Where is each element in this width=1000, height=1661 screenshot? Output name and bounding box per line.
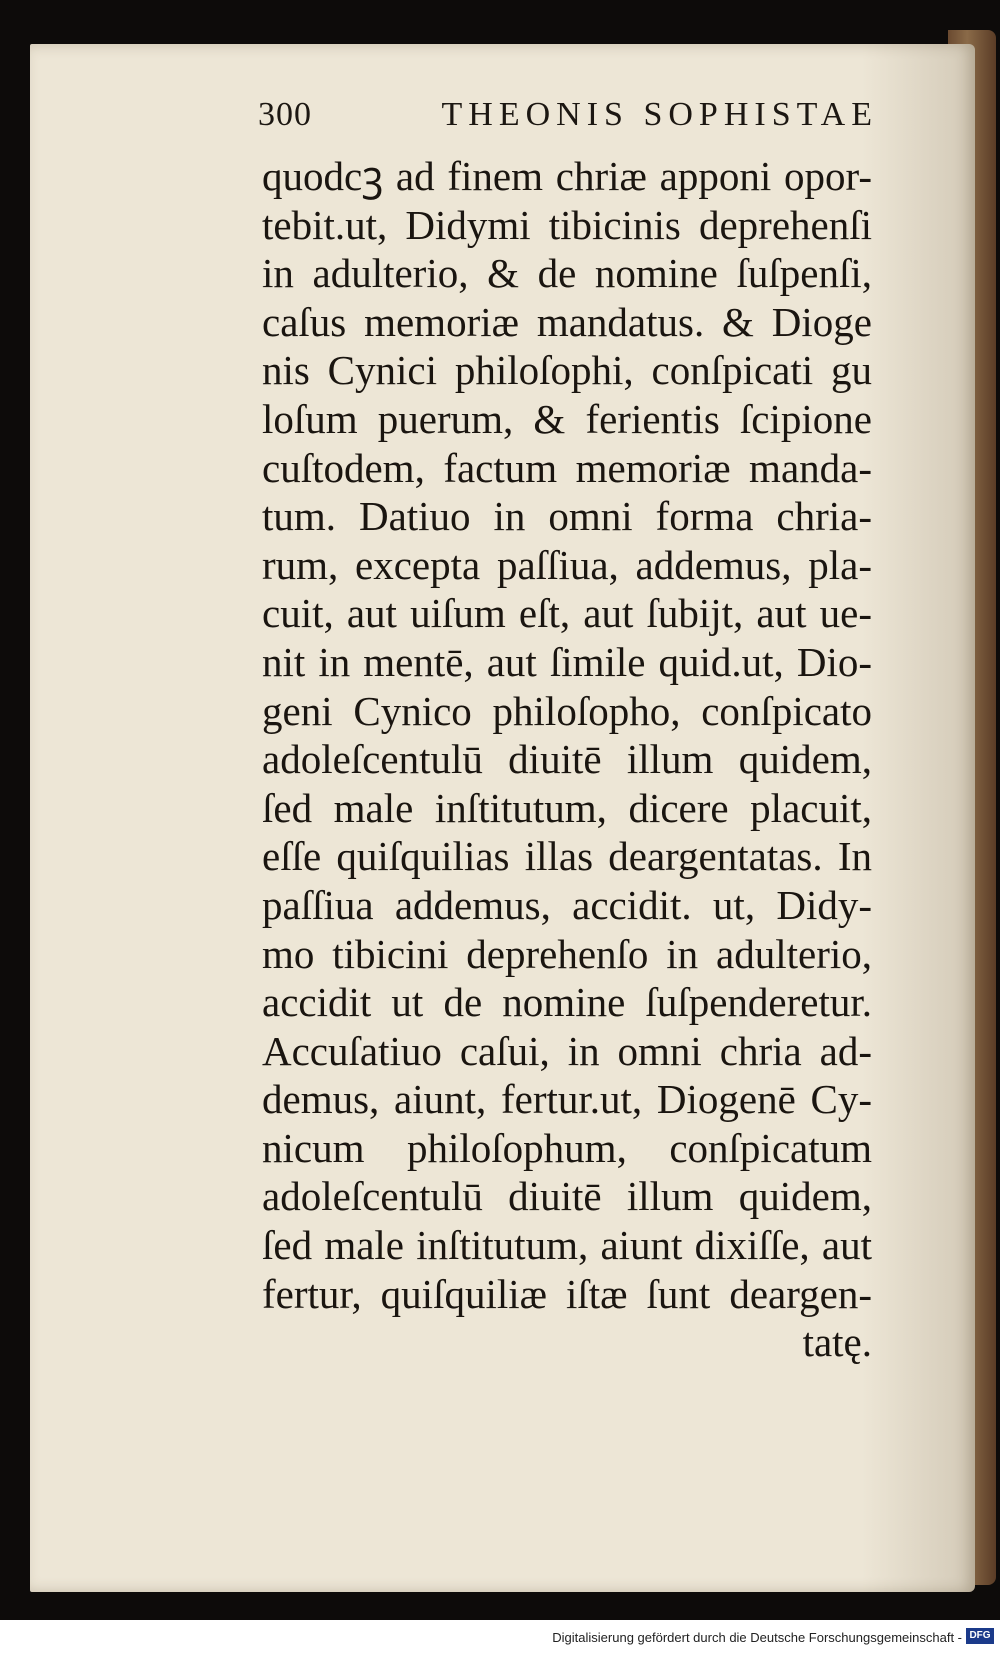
text-line: demus, aiunt, fertur.ut, Diogenē Cy- bbox=[262, 1076, 872, 1123]
text-line: loſum puerum, & ferientis ſcipione bbox=[262, 395, 872, 442]
text-line: rum, excepta paſſiua, addemus, pla- bbox=[262, 541, 872, 588]
text-line: accidit ut de nomine ſuſpenderetur. bbox=[262, 979, 872, 1026]
text-line: tum. Datiuo in omni forma chria- bbox=[262, 493, 872, 540]
text-line: geni Cynico philoſopho, conſpicato bbox=[262, 687, 872, 734]
text-line: ſed male inſtitutum, aiunt dixiſſe, aut bbox=[262, 1222, 872, 1269]
text-line: adoleſcentulū diuitē illum quidem, bbox=[262, 1173, 872, 1220]
text-line: ſed male inſtitutum, dicere placuit, bbox=[262, 784, 872, 831]
text-line: nit in mentē, aut ſimile quid.ut, Dio- bbox=[262, 638, 872, 685]
text-line: cuit, aut uiſum eſt, aut ſubijt, aut ue- bbox=[262, 590, 872, 637]
running-head-title: THEONIS SOPHISTAE bbox=[441, 96, 878, 133]
dfg-logo: DFG bbox=[966, 1628, 994, 1644]
text-line: cuſtodem, factum memoriæ manda- bbox=[262, 444, 872, 491]
text-line: quodcꝫ ad finem chriæ apponi opor- bbox=[262, 153, 872, 199]
text-line: mo tibicini deprehenſo in adulterio, bbox=[262, 930, 872, 977]
body-text bbox=[262, 152, 872, 1367]
text-line: adoleſcentulū diuitē illum quidem, bbox=[262, 736, 872, 783]
running-header bbox=[258, 96, 878, 146]
text-line: fertur, quiſquiliæ iſtæ ſunt deargen- bbox=[262, 1270, 872, 1317]
text-line: paſſiua addemus, accidit. ut, Didy- bbox=[262, 881, 872, 928]
text-line: caſus memoriæ mandatus. & Dioge bbox=[262, 298, 872, 345]
text-line: in adulterio, & de nomine ſuſpenſi, bbox=[262, 250, 872, 297]
text-line: nis Cynici philoſophi, conſpicati gu bbox=[262, 347, 872, 394]
text-line: nicum philoſophum, conſpicatum bbox=[262, 1124, 872, 1171]
text-line: eſſe quiſquilias illas deargentatas. In bbox=[262, 833, 872, 880]
funding-credit: Digitalisierung gefördert durch die Deutsche Forschungsgemeinschaft - bbox=[552, 1630, 962, 1645]
page-number: 300 bbox=[258, 96, 312, 133]
catchword: tatę. bbox=[802, 1319, 872, 1366]
text-line: Accuſatiuo caſui, in omni chria ad- bbox=[262, 1027, 872, 1074]
text-line: tebit.ut, Didymi tibicinis deprehenſi bbox=[262, 201, 872, 248]
